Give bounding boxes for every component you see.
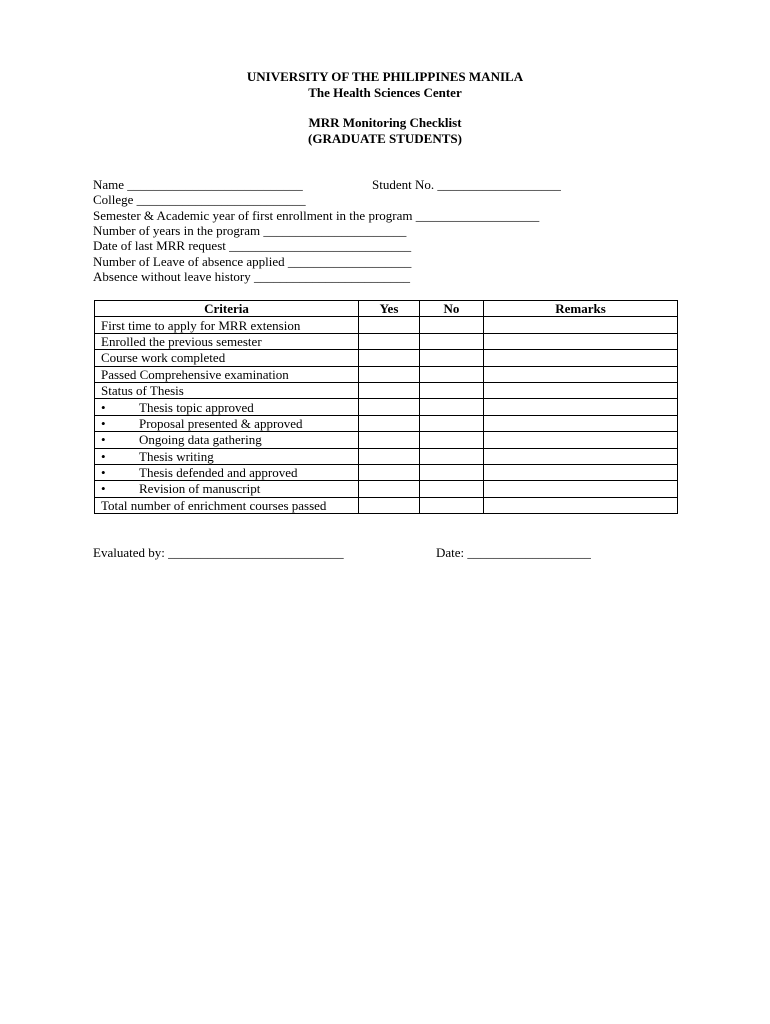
criteria-cell	[95, 366, 359, 382]
criteria-label: Passed Comprehensive examination	[101, 366, 289, 382]
yes-header: Yes	[359, 301, 420, 317]
yes-cell[interactable]	[359, 481, 420, 497]
bullet-icon: •	[101, 399, 106, 415]
college-field[interactable]: College __________________________	[93, 192, 306, 207]
no-cell[interactable]	[420, 481, 484, 497]
table-row	[95, 415, 678, 431]
criteria-cell	[95, 464, 359, 480]
no-cell[interactable]	[420, 497, 484, 513]
criteria-label: Thesis defended and approved	[139, 465, 298, 481]
table-row	[95, 464, 678, 480]
name-field[interactable]: Name ___________________________	[93, 177, 303, 192]
remarks-cell[interactable]	[484, 464, 678, 480]
criteria-label: Status of Thesis	[101, 383, 184, 399]
criteria-label: Proposal presented & approved	[139, 415, 303, 431]
yes-cell[interactable]	[359, 464, 420, 480]
checklist-title: MRR Monitoring Checklist	[308, 115, 462, 130]
no-cell[interactable]	[420, 317, 484, 333]
remarks-cell[interactable]	[484, 432, 678, 448]
yes-cell[interactable]	[359, 382, 420, 398]
table-row	[95, 366, 678, 382]
remarks-cell[interactable]	[484, 350, 678, 366]
criteria-cell	[95, 448, 359, 464]
years-field[interactable]: Number of years in the program ______________________	[93, 223, 407, 238]
remarks-cell[interactable]	[484, 399, 678, 415]
criteria-cell	[95, 333, 359, 349]
criteria-cell	[95, 432, 359, 448]
center-heading: The Health Sciences Center	[308, 85, 462, 100]
checklist-subtitle: (GRADUATE STUDENTS)	[308, 131, 462, 146]
criteria-cell	[95, 350, 359, 366]
remarks-cell[interactable]	[484, 333, 678, 349]
criteria-header: Criteria	[95, 301, 359, 317]
criteria-label: Total number of enrichment courses passed	[101, 497, 327, 513]
semester-field[interactable]: Semester & Academic year of first enrollment in the program ___________________	[93, 208, 540, 223]
evaluated-by-field[interactable]: Evaluated by: ___________________________	[93, 545, 344, 560]
bullet-icon: •	[101, 415, 106, 431]
remarks-cell[interactable]	[484, 448, 678, 464]
yes-cell[interactable]	[359, 497, 420, 513]
table-row	[95, 317, 678, 333]
criteria-cell	[95, 481, 359, 497]
criteria-cell	[95, 317, 359, 333]
no-cell[interactable]	[420, 415, 484, 431]
criteria-label: Enrolled the previous semester	[101, 333, 262, 349]
no-cell[interactable]	[420, 399, 484, 415]
yes-cell[interactable]	[359, 399, 420, 415]
yes-cell[interactable]	[359, 333, 420, 349]
last-mrr-field[interactable]: Date of last MRR request ____________________________	[93, 238, 412, 253]
criteria-label: Course work completed	[101, 350, 226, 366]
student-no-field[interactable]: Student No. ___________________	[372, 177, 561, 192]
no-cell[interactable]	[420, 382, 484, 398]
no-cell[interactable]	[420, 333, 484, 349]
criteria-cell	[95, 415, 359, 431]
awol-field[interactable]: Absence without leave history ________________________	[93, 269, 411, 284]
criteria-cell	[95, 497, 359, 513]
remarks-cell[interactable]	[484, 481, 678, 497]
yes-cell[interactable]	[359, 317, 420, 333]
no-cell[interactable]	[420, 366, 484, 382]
table-row	[95, 333, 678, 349]
no-cell[interactable]	[420, 432, 484, 448]
criteria-label: Thesis topic approved	[139, 399, 254, 415]
no-cell[interactable]	[420, 464, 484, 480]
criteria-label: Ongoing data gathering	[139, 432, 262, 448]
criteria-label: First time to apply for MRR extension	[101, 317, 301, 333]
table-row	[95, 432, 678, 448]
criteria-label: Revision of manuscript	[139, 481, 261, 497]
bullet-icon: •	[101, 481, 106, 497]
yes-cell[interactable]	[359, 415, 420, 431]
table-row	[95, 382, 678, 398]
yes-cell[interactable]	[359, 432, 420, 448]
yes-cell[interactable]	[359, 350, 420, 366]
bullet-icon: •	[101, 465, 106, 481]
criteria-table	[94, 300, 678, 514]
date-field[interactable]: Date: ___________________	[436, 545, 591, 560]
criteria-cell	[95, 399, 359, 415]
remarks-header: Remarks	[484, 301, 678, 317]
criteria-label: Thesis writing	[139, 448, 214, 464]
no-header: No	[420, 301, 484, 317]
table-row	[95, 350, 678, 366]
table-row	[95, 481, 678, 497]
remarks-cell[interactable]	[484, 366, 678, 382]
remarks-cell[interactable]	[484, 317, 678, 333]
yes-cell[interactable]	[359, 448, 420, 464]
bullet-icon: •	[101, 432, 106, 448]
table-row	[95, 399, 678, 415]
table-header-row	[95, 301, 678, 317]
no-cell[interactable]	[420, 448, 484, 464]
remarks-cell[interactable]	[484, 497, 678, 513]
criteria-cell	[95, 382, 359, 398]
no-cell[interactable]	[420, 350, 484, 366]
table-row	[95, 448, 678, 464]
table-row	[95, 497, 678, 513]
university-heading: UNIVERSITY OF THE PHILIPPINES MANILA	[246, 69, 524, 84]
remarks-cell[interactable]	[484, 415, 678, 431]
yes-cell[interactable]	[359, 366, 420, 382]
leave-field[interactable]: Number of Leave of absence applied ___________________	[93, 254, 412, 269]
bullet-icon: •	[101, 448, 106, 464]
remarks-cell[interactable]	[484, 382, 678, 398]
